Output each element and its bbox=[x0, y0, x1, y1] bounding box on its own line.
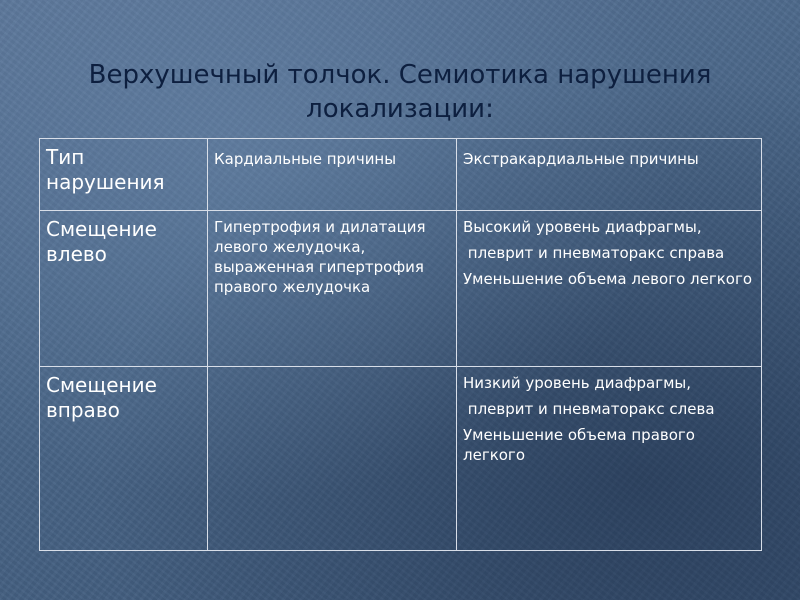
extracardiac-item: Низкий уровень диафрагмы, bbox=[463, 374, 692, 392]
extracardiac-item: плеврит и пневматоракс слева bbox=[463, 400, 715, 418]
extracardiac-item: плеврит и пневматоракс справа bbox=[463, 244, 725, 262]
table-row bbox=[40, 211, 762, 367]
header-cell-type: Тип нарушения bbox=[40, 139, 208, 211]
row-extracardiac-cell bbox=[457, 211, 762, 367]
header-cell-cardiac: Кардиальные причины bbox=[208, 139, 457, 211]
extracardiac-item: Уменьшение объема правого легкого bbox=[463, 426, 695, 464]
slide-title-line-2: локализации: bbox=[306, 94, 494, 124]
header-cell-extracardiac: Экстракардиальные причины bbox=[457, 139, 762, 211]
row-type-cell: Смещение влево bbox=[40, 211, 208, 367]
row-cardiac-cell: Гипертрофия и дилатация левого желудочка, выраженная гипертрофия правого желудочка bbox=[208, 211, 457, 367]
row-cardiac-cell bbox=[208, 367, 457, 551]
table-row bbox=[40, 367, 762, 551]
extracardiac-item: Уменьшение объема левого легкого bbox=[463, 270, 753, 288]
slide-title bbox=[60, 58, 740, 126]
extracardiac-item: Высокий уровень диафрагмы, bbox=[463, 218, 702, 236]
table-header-row bbox=[40, 139, 762, 211]
row-extracardiac-cell bbox=[457, 367, 762, 551]
semiotics-table bbox=[39, 138, 762, 551]
row-type-cell: Смещение вправо bbox=[40, 367, 208, 551]
slide-title-line-1: Верхушечный толчок. Семиотика нарушения bbox=[88, 60, 712, 90]
